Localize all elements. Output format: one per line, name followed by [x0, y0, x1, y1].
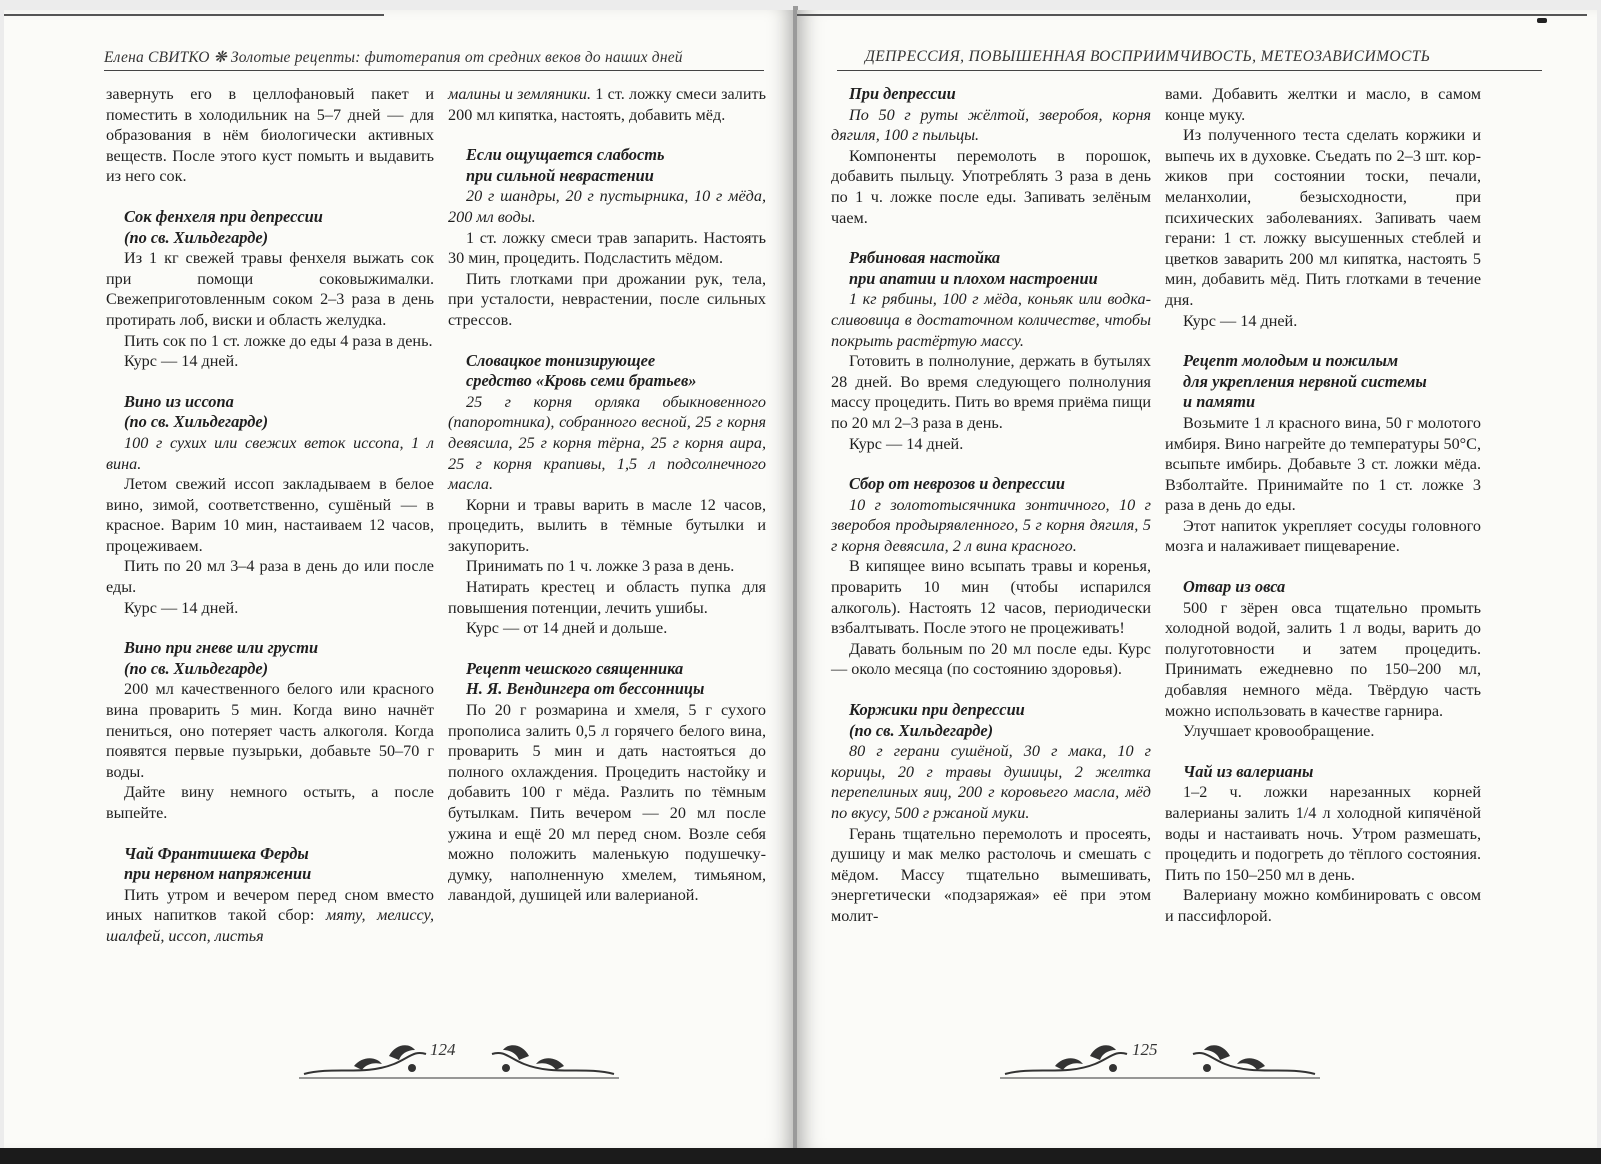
- paragraph: Возьмите 1 л красного вина, 50 г молотого имбиря. Вино нагрейте до температуры 50°С, всыпьте имбирь. Добавьте 3 ст. ложки мёда. Взболтайте. Принимайте по 1 ст. ложке 3 раза в день до еды.: [1165, 413, 1481, 515]
- paragraph: завернуть его в целлофановый пакет и поместить в холодильник на 5–7 дней — для образования в нём биологически активных веществ. После этого куст помыть и выдавить из него сок.: [106, 85, 434, 186]
- recipe-title: Отвар из овса: [1183, 577, 1286, 597]
- recipe-subtitle: (по св. Хильдегарде): [849, 720, 994, 740]
- recipe-subtitle: Н. Я. Вендингера от бессонницы: [466, 679, 705, 699]
- recipe-subtitle: для укрепления нервной системы: [1183, 371, 1427, 391]
- paragraph: В кипящее вино всыпать травы и коренья, проварить 10 мин (чтобы испарился алкоголь). Настоять 12 часов, периодически взбалтывать. После этого не процеживать!: [831, 557, 1151, 638]
- recipe-subtitle: при сильной неврастении: [466, 165, 654, 185]
- ingredients: По 50 г руты жёлтой, зверобоя, корня дягиля, 100 г пыльцы.: [831, 105, 1151, 145]
- paragraph: Курс — 14 дней.: [124, 598, 239, 617]
- text-column-4: [1165, 84, 1481, 927]
- header-rule: [104, 70, 764, 71]
- recipe-title: Чай из валерианы: [1183, 761, 1314, 781]
- paragraph: Компоненты перемолоть в порошок, добавить пыльцу. Употреблять 3 раза в день по 1 ч. ложке после еды. Запивать зелёным чаем.: [831, 146, 1151, 227]
- paragraph: Улучшает кровообращение.: [1183, 722, 1375, 741]
- recipe-title: Рябиновая настойка: [849, 248, 1001, 268]
- paragraph: Пить сок по 1 ст. ложке до еды 4 раза в день.: [124, 331, 433, 350]
- page-number: 124: [430, 1040, 456, 1059]
- recipe-title: Рецепт чешского священника: [466, 658, 684, 678]
- right-page: [797, 10, 1597, 1150]
- paragraph: 500 г зёрен овса тщательно промыть холодной водой, залить 1 л воды, варить до полуготовности и затем процедить. Принимать ежедневно по 150–200 мл, добавляя немного мёда. Твёрдую часть можно использовать в качестве гарнира.: [1165, 598, 1481, 720]
- paragraph: Пить глотками при дрожании рук, тела, при усталости, неврастении, после сильных стрессов.: [448, 269, 766, 329]
- recipe-title: Сок фенхеля при депрессии: [124, 206, 323, 226]
- top-rule: [4, 14, 384, 16]
- paragraph: Готовить в полнолуние, держать в бутылях 28 дней. Во время следующего полнолуния массу процедить. Пить во время приёма пищи по 20 мл 2–3 раза в день.: [831, 352, 1151, 432]
- paragraph: Корни и травы варить в масле 12 часов, процедить, вылить в тёмные бутылки и закупорить.: [448, 495, 766, 555]
- paragraph: Пить по 20 мл 3–4 раза в день до или после еды.: [106, 557, 434, 597]
- ingredients: 100 г сухих или свежих веток иссопа, 1 л вина.: [106, 433, 434, 473]
- paragraph: Курс — от 14 дней и дольше.: [466, 619, 668, 638]
- ingredients: мяту, мелиссу, шалфей, иссоп, листья: [106, 906, 434, 945]
- recipe-title: Чай Франтишека Ферды: [124, 843, 309, 863]
- recipe-subtitle: и памяти: [1183, 392, 1256, 412]
- paragraph: вами. Добавить желтки и масло, в самом конце муку.: [1165, 85, 1481, 124]
- recipe-title: Вино при гневе или грусти: [124, 638, 319, 658]
- recipe-subtitle: (по св. Хильдегарде): [124, 227, 269, 247]
- paragraph: Дайте вину немного остыть, а после выпейте.: [106, 783, 434, 822]
- ingredients: 25 г корня орляка обыкновенного (папоротника), собранного весной, 25 г корня девясила, 25 г корня тёрна, 25 г корня аира, 25 г корня крапивы, 1,5 л подсолнечного масла.: [448, 392, 766, 494]
- paragraph: 1 ст. ложку смеси трав запарить. Настоять 30 мин, процедить. Подсластить мёдом.: [448, 228, 766, 268]
- paragraph: Из 1 кг свежей травы фенхеля выжать сок при помощи соковыжималки. Свежеприготовленным соком 2–3 раза в день протирать лоб, виски и область желудка.: [106, 249, 434, 329]
- paragraph: Давать больным по 20 мл после еды. Курс — около месяца (по состоянию здоровья).: [831, 639, 1151, 679]
- recipe-title: Сбор от неврозов и депрессии: [849, 474, 1065, 494]
- recipe-subtitle: при нервном напряжении: [124, 864, 312, 884]
- page-number: 125: [1132, 1040, 1158, 1059]
- paragraph: [448, 84, 766, 125]
- recipe-title: При депрессии: [849, 84, 956, 103]
- recipe-title: Словацкое тонизирующее: [466, 350, 656, 370]
- paragraph: Летом свежий иссоп закладываем в белое вино, зимой, соответственно, сушёный — в красное. Варим 10 мин, настаиваем 12 часов, процеживаем.: [106, 475, 434, 555]
- ingredients: 10 г золототысячника зонтичного, 10 г зверобоя продырявленного, 5 г корня дягиля, 5 г корня девясила, 2 л вина красного.: [831, 495, 1151, 555]
- recipe-subtitle: средство «Кровь семи братьев»: [466, 371, 697, 391]
- ingredients: 1 кг рябины, 100 г мёда, коньяк или водка-сливовица в достаточном количестве, чтобы покрыть растёртую массу.: [831, 290, 1151, 350]
- text-column-1: [106, 84, 434, 947]
- recipe-title: Вино из иссопа: [124, 391, 234, 411]
- paragraph: Курс — 14 дней.: [849, 434, 964, 453]
- running-head: ДЕПРЕССИЯ, ПОВЫШЕННАЯ ВОСПРИИМЧИВОСТЬ, МЕТЕОЗАВИСИМОСТЬ: [865, 48, 1431, 65]
- recipe-subtitle: (по св. Хильдегарде): [124, 412, 269, 432]
- paragraph: 1–2 ч. ложки нарезанных корней валерианы залить 1/4 л холодной кипячёной воды и настаивать ночь. Утром размешать, процедить и подогреть до тёплого состояния. Пить по 150–250 мл в день.: [1165, 783, 1481, 884]
- text-run: Пить утром и вечером перед сном вместо иных напитков такой сбор:: [106, 885, 434, 925]
- text-column-3: [831, 84, 1151, 927]
- paragraph: Герань тщательно перемолоть и просеять, душицу и мак мелко растолочь и смешать с мёдом. Массу тщательно вымешивать, энергетически «подзаряжая» её при этом молит-: [831, 824, 1151, 925]
- ingredients: 20 г шандры, 20 г пустырника, 10 г мёда, 200 мл воды.: [448, 187, 766, 226]
- paragraph: По 20 г розмарина и хмеля, 5 г сухого прополиса залить 0,5 л горячего белого вина, проварить 5 мин и дать настояться до полного охлаждения. Процедить настойку и добавить 100 г мёда. Разлить по тёмным бутылкам. Пить вечером — 20 мл после ужина и ещё 20 мл перед сном. Возле себя можно положить маленькую подушечку-думку, наполненную хмелем, тимьяном, лавандой, душицей или валерианой.: [448, 701, 766, 905]
- text-column-2: [448, 84, 766, 906]
- text-run: 1 ст. ложку смеси залить 200 мл кипятка, настоять, добавить мёд.: [448, 85, 766, 124]
- recipe-title: Рецепт молодым и пожилым: [1183, 351, 1399, 371]
- paragraph: Этот напиток укрепляет сосуды головного мозга и налаживает пищеварение.: [1165, 516, 1481, 556]
- recipe-title: Коржики при депрессии: [849, 700, 1025, 720]
- paragraph: 200 мл качественного белого или красного вина проварить 5 мин. Когда вино начнёт пениться, оно потеряет часть алкоголя. Когда появятся первые пузырьки, добавьте 50–70 г воды.: [106, 680, 434, 781]
- top-rule: [797, 14, 1587, 16]
- left-page: [4, 10, 794, 1150]
- paragraph: [106, 885, 434, 947]
- ingredients: 80 г герани сушёной, 30 г мака, 10 г корицы, 20 г травы душицы, 2 желтка перепелиных яиц, 200 г коровьего масла, мёд по вкусу, 500 г ржаной муки.: [831, 742, 1151, 822]
- header-rule: [837, 70, 1542, 71]
- recipe-subtitle: при апатии и плохом настроении: [849, 268, 1098, 288]
- paragraph: Курс — 14 дней.: [1183, 311, 1298, 330]
- paragraph: Натирать крестец и область пупка для повышения потенции, лечить ушибы.: [448, 578, 766, 617]
- ornament-icon: [294, 1036, 624, 1082]
- paragraph: Принимать по 1 ч. ложке 3 раза в день.: [466, 557, 735, 576]
- recipe-title: Если ощущается слабость: [466, 145, 665, 165]
- recipe-subtitle: (по св. Хильдегарде): [124, 658, 269, 678]
- ingredients: малины и земляники.: [448, 85, 592, 103]
- ornament-icon: [995, 1036, 1325, 1082]
- paragraph: Валериану можно комбинировать с овсом и пассифлорой.: [1165, 886, 1481, 925]
- scan-mark: [1537, 18, 1547, 23]
- paragraph: Из полученного теста сделать коржики и выпечь их в духовке. Съедать по 2–3 шт. кор-жиков при состоянии тоски, печали, меланхолии, безысходности, при психических заболеваниях. Запивать чаем герани: 1 ст. ложку высушенных стеблей и цветков заварить 200 мл кипятка, настоять 5 мин, добавить мёд. Пить глотками в течение дня.: [1165, 126, 1481, 309]
- scan-bottom-edge: [0, 1148, 1601, 1164]
- running-head: Елена СВИТКО ❋ Золотые рецепты: фитотерапия от средних веков до наших дней: [104, 49, 683, 66]
- paragraph: Курс — 14 дней.: [124, 352, 239, 371]
